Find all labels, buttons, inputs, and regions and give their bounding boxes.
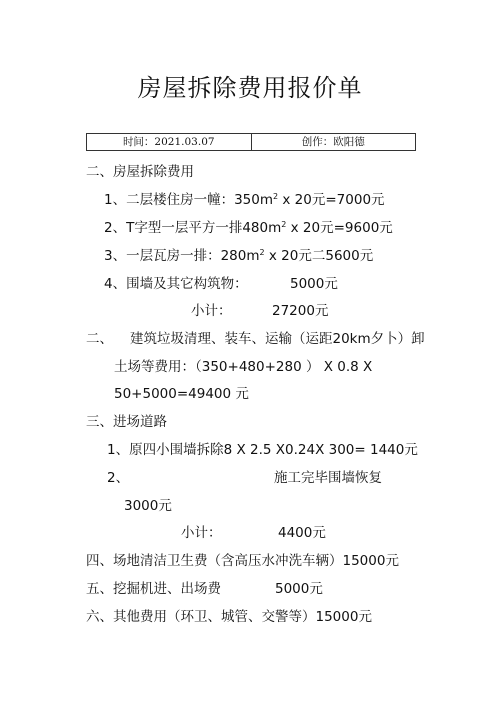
section-2-number: 二、	[86, 331, 113, 347]
item-1-1	[104, 191, 385, 209]
meta-table	[86, 133, 416, 151]
item-1-3	[104, 247, 373, 265]
item-1-1-superscript: 2	[273, 192, 279, 201]
section-2-line-1: 建筑垃圾清理、装车、运输（运距20km夕卜）卸	[130, 331, 425, 347]
section-2-line-3: 50+5000=49400 元	[114, 386, 249, 402]
item-1-2	[104, 219, 393, 237]
item-1-1-text: 1、二层楼住房一幢：350m	[104, 192, 274, 208]
item-1-3-text: 3、一层瓦房一排：280m	[104, 248, 260, 264]
section-2-line-2: 土场等费用：（350+480+280 ） X 0.8 X	[114, 359, 373, 375]
subtotal-3-value: 4400元	[278, 525, 326, 541]
item-1-2-price: x 20元=9600元	[286, 220, 393, 236]
item-1-3-superscript: 2	[259, 248, 265, 257]
section-5-label: 五、挖掘机进、出场费	[86, 581, 221, 597]
section-4: 四、场地清洁卫生费（含高压水冲洗车辆）15000元	[86, 553, 399, 569]
item-3-2-value: 3000元	[124, 498, 172, 514]
item-1-1-price: x 20元=7000元	[278, 192, 385, 208]
item-3-2-number: 2、	[107, 470, 130, 486]
subtotal-1-label: 小计：	[191, 303, 232, 319]
section-3-heading: 三、进场道路	[86, 414, 167, 430]
meta-author: 创作：欧阳德	[251, 134, 416, 150]
item-3-2-text: 施工完毕围墙恢复	[274, 470, 382, 486]
subtotal-1-value: 27200元	[272, 303, 329, 319]
subtotal-3-label: 小计：	[181, 525, 222, 541]
meta-time: 时间：2021.03.07	[122, 136, 215, 148]
item-1-4-label: 4、围墙及其它构筑物：	[104, 276, 248, 292]
section-6: 六、其他费用（环卫、城管、交警等）15000元	[86, 609, 372, 625]
item-1-3-price: x 20元二5600元	[264, 248, 374, 264]
section-1-heading: 二、房屋拆除费用	[86, 164, 194, 180]
item-1-2-text: 2、T字型一层平方一排480m	[104, 220, 282, 236]
document-title: 房屋拆除费用报价单	[137, 74, 363, 102]
item-1-2-superscript: 2	[281, 220, 287, 229]
item-1-4-value: 5000元	[290, 276, 338, 292]
section-5-value: 5000元	[275, 581, 323, 597]
item-3-1: 1、原四小围墙拆除8 X 2.5 X0.24X 300= 1440元	[107, 442, 418, 458]
